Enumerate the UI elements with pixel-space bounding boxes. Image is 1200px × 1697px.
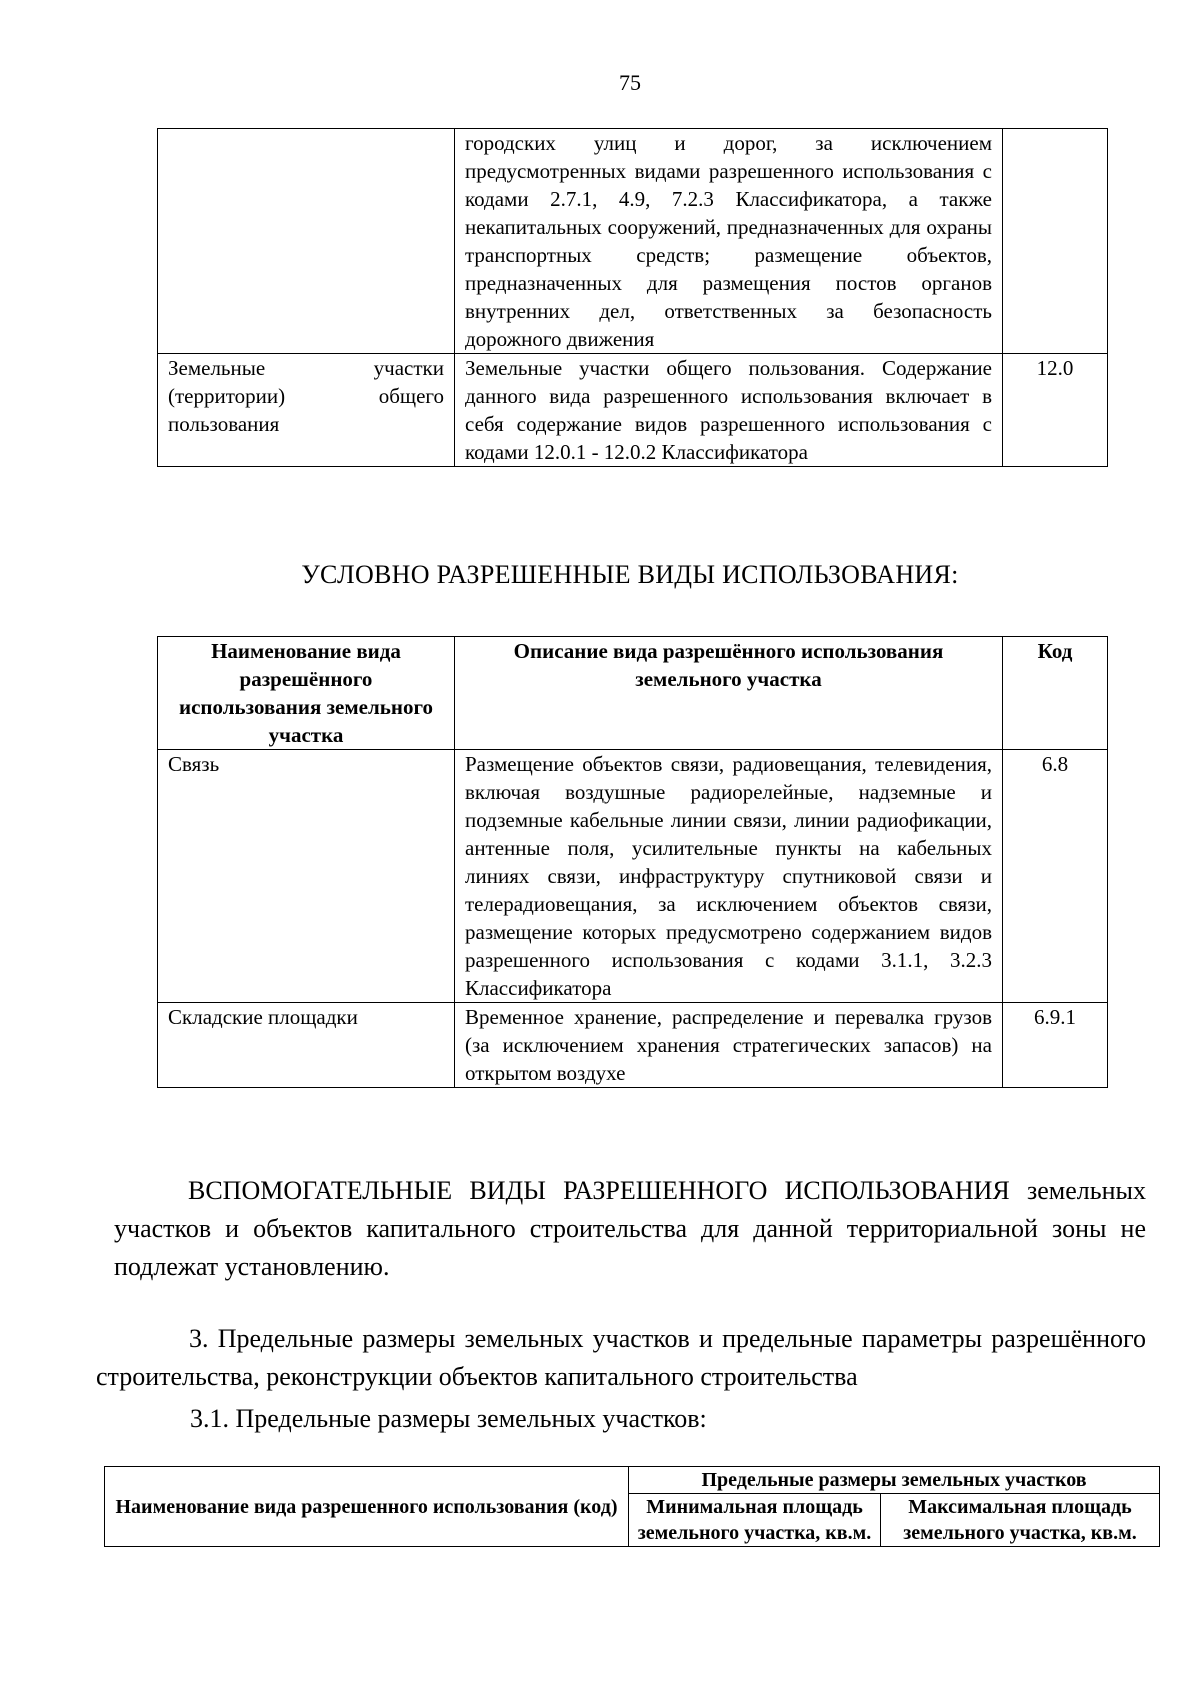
header-use-name-code: Наименование вида разрешенного использования (код): [105, 1467, 629, 1547]
header-size-limits: Предельные размеры земельных участков: [629, 1467, 1160, 1494]
use-description-cell: Земельные участки общего пользования. Содержание данного вида разрешенного использования включает в себя содержание видов разрешенного использования с кодами 12.0.1 - 12.0.2 Классификатора: [455, 354, 1003, 467]
use-code-cell: 12.0: [1003, 354, 1108, 467]
auxiliary-uses-paragraph: [114, 1172, 1146, 1286]
table-row: [158, 354, 1108, 467]
limits-subheading: 3.1. Предельные размеры земельных участков:: [190, 1404, 707, 1433]
use-name-cell: [158, 129, 455, 354]
use-name-cell: Связь: [158, 750, 455, 1003]
use-description-cell: Временное хранение, распределение и перевалка грузов (за исключением хранения стратегических запасов) на открытом воздухе: [455, 1003, 1003, 1088]
use-description-cell: городских улиц и дорог, за исключением предусмотренных видами разрешенного использования с кодами 2.7.1, 4.9, 7.2.3 Классификатора, а также некапитальных сооружений, предназначенных для охраны транспортных средств; размещение объектов, предназначенных для размещения постов органов внутренних дел, ответственных за безопасность дорожного движения: [455, 129, 1003, 354]
limits-text: 3. Предельные размеры земельных участков и предельные параметры разрешённого строительства, реконструкции объектов капитального строительства: [96, 1324, 1146, 1391]
table-header-row: [105, 1467, 1160, 1494]
use-code-cell: 6.8: [1003, 750, 1108, 1003]
use-description-cell: Размещение объектов связи, радиовещания, телевидения, включая воздушные радиорелейные, надземные и подземные кабельные линии связи, линии радиофикации, антенные поля, усилительные пункты на кабельных линиях связи, инфраструктуру спутниковой связи и телерадиовещания, за исключением объектов связи, размещение которых предусмотрено содержанием видов разрешенного использования с кодами 3.1.1, 3.2.3 Классификатора: [455, 750, 1003, 1003]
conditional-uses-table: [157, 636, 1108, 1088]
table-row: [158, 129, 1108, 354]
header-use-description: Описание вида разрешённого использования земельного участка: [455, 637, 1003, 750]
header-code: Код: [1003, 637, 1108, 750]
plot-size-limits-table: [104, 1466, 1160, 1547]
conditional-uses-heading: УСЛОВНО РАЗРЕШЕННЫЕ ВИДЫ ИСПОЛЬЗОВАНИЯ:: [301, 560, 959, 589]
header-max-area: Максимальная площадь земельного участка, кв.м.: [881, 1494, 1160, 1547]
use-code-cell: 6.9.1: [1003, 1003, 1108, 1088]
header-use-name: Наименование вида разрешённого использования земельного участка: [158, 637, 455, 750]
header-min-area: Минимальная площадь земельного участка, кв.м.: [629, 1494, 881, 1547]
auxiliary-uses-text: ВСПОМОГАТЕЛЬНЫЕ ВИДЫ РАЗРЕШЕННОГО ИСПОЛЬЗОВАНИЯ земельных участков и объектов капитального строительства для данной территориальной зоны не подлежат установлению.: [114, 1176, 1146, 1281]
limits-paragraph: [96, 1320, 1146, 1396]
table-header-row: [158, 637, 1108, 750]
use-code-cell: [1003, 129, 1108, 354]
table-row: [158, 1003, 1108, 1088]
page-number: 75: [619, 70, 641, 95]
table-row: [158, 750, 1108, 1003]
use-name-cell: Складские площадки: [158, 1003, 455, 1088]
permitted-uses-table-continued: [157, 128, 1108, 467]
use-name-cell: Земельные участки (территории) общего пользования: [158, 354, 455, 467]
